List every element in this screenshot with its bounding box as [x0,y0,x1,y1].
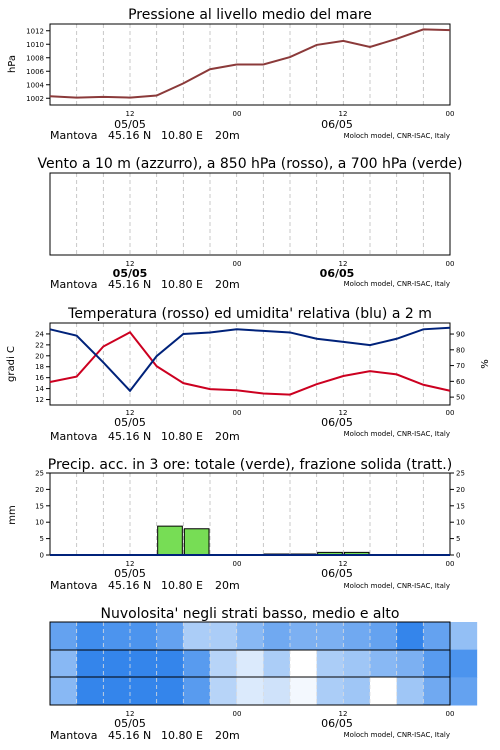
location-elevation: 20m [215,278,240,291]
temp-ylabel: gradi C [6,346,17,382]
wind-location [50,278,450,291]
cloud-cell [130,650,157,678]
temperature-line [50,332,450,394]
location-station: Mantova [50,430,98,443]
cloud-cell [370,677,397,705]
x-date-1: 05/05 [114,416,146,429]
pressure-location [50,129,450,142]
cloud-cell [237,622,264,650]
cloud-cell [77,650,104,678]
x-tick-00a: 00 [232,260,242,268]
model-credit: Moloch model, CNR-ISAC, Italy [343,430,450,438]
cloud-cell [157,677,184,705]
y-tick-label: 5 [456,535,461,544]
cloud-cell [263,650,290,678]
pressure-x-axis [114,110,454,131]
precip-location [50,579,450,592]
cloud-cell [397,650,424,678]
rh-ylabel: % [480,359,491,369]
model-credit: Moloch model, CNR-ISAC, Italy [343,280,450,288]
x-date-1: 05/05 [114,717,146,730]
model-credit: Moloch model, CNR-ISAC, Italy [343,132,450,140]
y-tick-label: 10 [456,518,465,527]
cloud-cell [77,622,104,650]
cloud-cell [157,622,184,650]
humidity-line [50,328,450,391]
x-date-2: 06/05 [321,567,353,580]
x-tick-00b: 00 [445,110,455,118]
location-lon: 10.80 E [161,579,203,592]
location-elevation: 20m [215,579,240,592]
cloud-cell [263,622,290,650]
pressure-line [50,29,450,97]
location-lat: 45.16 N [108,579,152,592]
model-credit: Moloch model, CNR-ISAC, Italy [343,582,450,590]
location-station: Mantova [50,129,98,142]
cloud-cell [290,650,317,678]
y-tick-label: 70 [456,362,465,371]
wind-x-axis [113,260,455,280]
temp-rh-panel [6,306,491,443]
precip-gridlines [77,473,424,555]
temp-rh-series [50,328,450,395]
wind-gridlines [77,173,424,255]
cloud-cell [423,650,450,678]
x-tick-00b: 00 [445,260,455,268]
cloud-cell [397,622,424,650]
x-date-2: 06/05 [321,118,353,131]
y-tick-label: 1010 [26,40,44,49]
temp-y-ticks [35,330,50,404]
temp-rh-location [50,430,450,443]
y-tick-label: 50 [456,393,465,402]
location-elevation: 20m [215,430,240,443]
model-credit: Moloch model, CNR-ISAC, Italy [343,731,450,739]
cloud-cell [103,650,130,678]
precip-panel [7,457,465,592]
cloud-cell [130,677,157,705]
x-date-2: 06/05 [319,267,355,280]
cloud-cell [290,677,317,705]
cloud-cell [263,677,290,705]
x-tick-12b: 12 [338,560,348,568]
y-tick-label: 0 [456,551,461,560]
cloud-panel [50,606,477,742]
y-tick-label: 25 [456,469,465,478]
cloud-cell [77,677,104,705]
location-lat: 45.16 N [108,278,152,291]
precip-x-axis [114,560,454,580]
cloud-cell [450,650,477,678]
cloud-cell [50,650,77,678]
x-tick-12b: 12 [338,710,348,718]
cloud-cell [210,622,237,650]
x-date-2: 06/05 [321,717,353,730]
cloud-cell [183,677,210,705]
y-tick-label: 1012 [26,27,44,36]
x-tick-00b: 00 [445,409,455,417]
wind-frame [50,173,450,255]
location-station: Mantova [50,729,98,742]
location-lon: 10.80 E [161,278,203,291]
precip-y-ticks-right [450,470,465,560]
cloud-cell [183,622,210,650]
cloud-cell [50,677,77,705]
wind-title: Vento a 10 m (azzurro), a 850 hPa (rosso), a 700 hPa (verde) [37,156,463,172]
location-lon: 10.80 E [161,129,203,142]
rh-y-ticks [450,331,465,402]
location-station: Mantova [50,278,98,291]
y-tick-label: 60 [456,377,465,386]
y-tick-label: 20 [456,485,465,494]
x-date-2: 06/05 [321,416,353,429]
y-tick-label: 20 [35,485,44,494]
temp-rh-title: Temperatura (rosso) ed umidita' relativa (blu) a 2 m [68,306,432,322]
cloud-cell [370,622,397,650]
x-tick-12b: 12 [338,260,348,268]
y-tick-label: 5 [39,535,44,544]
y-tick-label: 1006 [26,67,44,76]
x-date-1: 05/05 [112,267,148,280]
x-tick-00a: 00 [232,110,242,118]
precip-y-ticks-left [35,470,50,560]
cloud-cell [423,677,450,705]
location-lat: 45.16 N [108,729,152,742]
cloud-cell [237,677,264,705]
location-lat: 45.16 N [108,129,152,142]
y-tick-label: 12 [35,396,44,405]
x-tick-00a: 00 [232,409,242,417]
x-date-1: 05/05 [114,567,146,580]
y-tick-label: 15 [456,502,465,511]
y-tick-label: 16 [35,374,44,383]
location-lon: 10.80 E [161,729,203,742]
cloud-cell [237,650,264,678]
precip-ylabel: mm [7,505,18,525]
y-tick-label: 0 [39,551,44,560]
y-tick-label: 1004 [26,81,44,90]
location-elevation: 20m [215,129,240,142]
cloud-cell [103,677,130,705]
cloud-cell [130,622,157,650]
x-tick-12b: 12 [338,409,348,417]
temp-rh-x-axis [114,409,454,429]
pressure-title: Pressione al livello medio del mare [128,7,372,23]
precip-bar [158,526,183,555]
x-tick-00b: 00 [445,560,455,568]
precip-frame [50,473,450,555]
x-tick-00a: 00 [232,710,242,718]
x-tick-12a: 12 [125,260,135,268]
cloud-cell [317,650,344,678]
y-tick-label: 90 [456,330,465,339]
y-tick-label: 1002 [26,94,44,103]
y-tick-label: 24 [35,330,44,339]
y-tick-label: 14 [35,385,44,394]
location-station: Mantova [50,579,98,592]
x-tick-00a: 00 [232,560,242,568]
cloud-cell [103,622,130,650]
cloud-cell [183,650,210,678]
cloud-title: Nuvolosita' negli strati basso, medio e alto [100,606,400,622]
cloud-cell [210,650,237,678]
y-tick-label: 10 [35,518,44,527]
y-tick-label: 25 [35,469,44,478]
precip-bar [184,529,209,555]
cloud-location [50,729,450,742]
y-tick-label: 22 [35,341,44,350]
cloud-cell [290,622,317,650]
location-lat: 45.16 N [108,430,152,443]
y-tick-label: 15 [35,502,44,511]
cloud-cell [343,622,370,650]
cloud-cell [343,650,370,678]
cloud-cell [317,622,344,650]
location-elevation: 20m [215,729,240,742]
location-lon: 10.80 E [161,430,203,443]
cloud-cell [450,677,477,705]
cloud-cell [423,622,450,650]
pressure-series [50,29,450,97]
x-tick-12a: 12 [125,710,135,718]
cloud-cell [210,677,237,705]
x-tick-12a: 12 [125,560,135,568]
pressure-y-ticks [26,27,50,103]
y-tick-label: 20 [35,352,44,361]
x-tick-12a: 12 [125,110,135,118]
pressure-panel [7,7,454,142]
cloud-x-axis [114,710,454,730]
y-tick-label: 1008 [26,54,44,63]
y-tick-label: 80 [456,346,465,355]
cloud-cell [343,677,370,705]
wind-panel [0,0,463,291]
x-tick-12b: 12 [338,110,348,118]
precip-title: Precip. acc. in 3 ore: totale (verde), frazione solida (tratt.) [47,457,453,473]
cloud-cell [157,650,184,678]
cloud-cell [50,622,77,650]
cloud-cell [370,650,397,678]
x-tick-00b: 00 [445,710,455,718]
cloud-cell [397,677,424,705]
x-tick-12a: 12 [125,409,135,417]
cloud-cell [317,677,344,705]
pressure-ylabel: hPa [7,54,18,74]
x-date-1: 05/05 [114,118,146,131]
y-tick-label: 18 [35,363,44,372]
cloud-cell [450,622,477,650]
